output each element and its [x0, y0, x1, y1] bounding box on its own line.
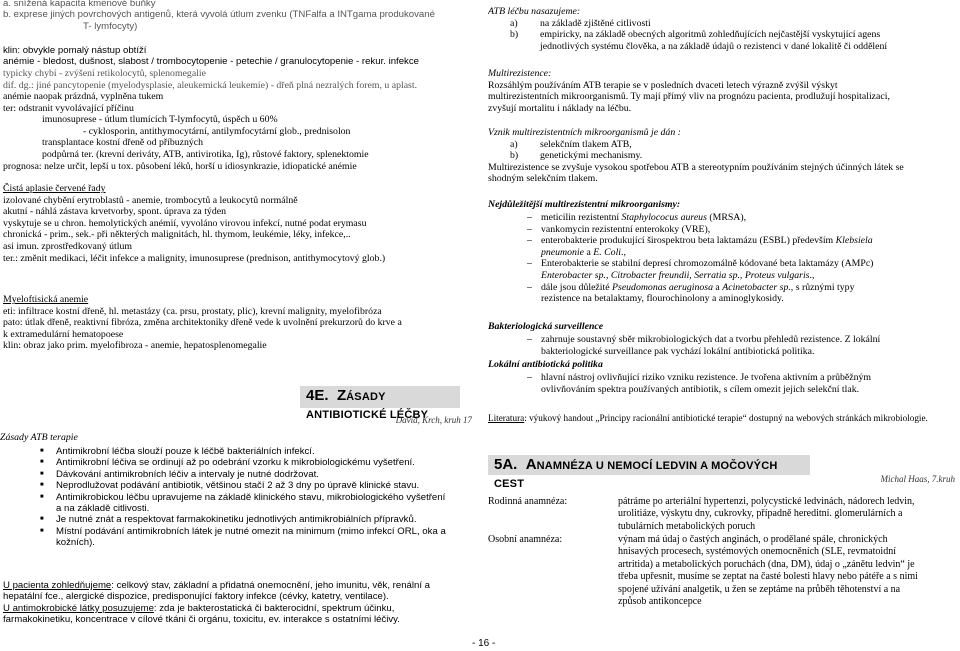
text-line: imunosuprese - útlum tlumících T-lymfocytů, úspěch u 60%	[42, 114, 278, 126]
text-line: typicky chybí - zvýšení retikolocytů, splenomegalie	[3, 68, 206, 79]
text-line: vyskytuje se u chron. hemolytických anémií, vyvoláno virovou infekcí, nutné podat erymasu	[3, 217, 367, 229]
bullet-item-cont: a na základě citlivosti.	[56, 503, 150, 515]
text-line: jednotlivých systému člověka, a na základě údajů o rezistenci v dané lokalitě či oddělení	[540, 40, 888, 52]
text-line: pátráme po arteriální hypertenzi, polycystické ledvinách, nádorech ledvin,	[618, 496, 915, 507]
bullet-item-cont: kožních).	[56, 537, 95, 549]
bullet-item: – Enterobakterie se stabilní depresí chromozomálně kódované beta laktamázy (AMPc)	[485, 258, 957, 270]
bullet-item: – enterobakterie produkující širospektrou beta laktamázu (ESBL) především Klebsiela	[485, 235, 957, 247]
list-item: b) empiricky, na základě obecných algoritmů zohledňujících nejčastější vyskytující agens	[510, 29, 881, 41]
text-line: urolitiáze, výskytu dny, cukrovky, případně hereditní. glomerulárních a	[618, 508, 903, 520]
text-line: farmakokinetiku, koncentrace v cílové tkáni či orgánu, toxicitu, ev. interakce s ostatními léčivy.	[3, 614, 400, 626]
bullet-item: ■ Antimikrobní léčiva se ordinují až po odebrání vzorku k mikrobiologickému vyšetření.	[0, 457, 472, 468]
bullet-item: ■ Dávkování antimikrobních léčiv a intervaly je nutné dodržovat.	[0, 469, 472, 480]
text-line: spojené užívání analgetik, u žen se zeptáme na průběh těhotenství a na	[618, 583, 901, 595]
text-line: třeba upřesnit, musíme se zeptat na časté bolesti hlavy nebo pátéře a s nimi	[618, 571, 918, 583]
bullet-item: ■ Místní podávání antimikrobních látek je nutné omezit na minimum (mimo infekcí ORL, oka a	[0, 526, 472, 537]
text-line: hepatální fce., alergické dispozice, predisponující faktory infekce (cévky, katetry, ventilace).	[3, 591, 389, 603]
text-line: ter: odstranit vyvolávající příčinu	[3, 102, 134, 114]
bullet-item: – meticilin rezistentní Staphylococus aureus (MRSA),	[485, 212, 957, 224]
section-title: Myeloftisická anemie	[3, 294, 89, 305]
text-line: Multirezistence se zvyšuje vysokou spotřebou ATB a stereotypním používáním stejných účinných látek se	[488, 161, 904, 173]
text-line: Rozsáhlým používáním ATB terapie se v posledních dvaceti letech výrazně zvýšil výskyt	[488, 79, 838, 91]
bullet-item-cont: bakteriologické surveillance pak vychází lokální antibiotická politika.	[541, 345, 815, 357]
list-item-b-cont: T- lymfocyty)	[83, 20, 138, 32]
bullet-item: – vankomycin rezistentní enterokoky (VRE),	[485, 224, 957, 236]
chapter-title: NAMNÉZA U NEMOCÍ LEDVIN A MOČOVÝCH CEST	[494, 460, 778, 490]
list-item: a) selekčním tlakem ATB,	[510, 138, 632, 150]
bullet-item: ■ Antimikrobní léčba slouží pouze k léčbě bakteriálních infekcí.	[0, 446, 472, 457]
text-line: transplantace kostní dřeně od příbuzných	[42, 137, 204, 149]
page-number: - 16 -	[472, 638, 496, 649]
author-note: Michal Haas, 7.kruh	[880, 474, 955, 484]
bullet-item: – hlavní nástroj ovlivňující riziko vzniku rezistence. Je tvořena aktivním a průběžným	[485, 372, 957, 384]
text-line: asi imun. zprostředkovaný útlum	[3, 240, 132, 252]
text-line: - cyklosporin, antithymocytární, antilymfocytární glob., prednisolon	[83, 125, 351, 137]
text-line: tubulárních metabolických poruch	[618, 520, 756, 532]
text-line: k extramedulární hematopoese	[3, 328, 124, 340]
section-title: Vznik multirezistentních mikroorganismů je dán :	[488, 127, 681, 138]
paragraph-patient: U pacienta zohledňujeme: celkový stav, základní a přidatná onemocnění, jeho imunitu, věk, renální a	[3, 580, 431, 591]
text-line: shodným selekčním tlakem.	[488, 173, 598, 185]
text-line: hnisavých procesech, systémových onemocněních (SLE, revmatoidní	[618, 546, 896, 558]
chapter-number: 4E.	[306, 387, 329, 404]
paragraph-substance: U antimokrobické látky posuzujeme: zda je bakterostatická či bakterocidní, spektrum účinku,	[3, 602, 395, 614]
bullet-item-cont: ovlivňováním spektra používaných antibiotik, s cílem omezit jejich selekční tlak.	[541, 383, 860, 395]
chapter-title-initial: Z	[336, 387, 347, 404]
section-title: Nejdůležitější multirezistentní mikroorganismy:	[488, 199, 681, 210]
list-item: b) genetickými mechanismy.	[510, 150, 643, 162]
text-line: dif. dg.: jiné pancytopenie (myelodysplasie, aleukemická leukemie) - dřeň plná nezralých forem, u aplast.	[3, 79, 418, 91]
bullet-item: – zahrnuje soustavný sběr mikrobiologických dat a tvorbu přehledů rezistence. Z lokální	[485, 334, 957, 346]
text-line: výnam má údaj o častých anginách, o prodělané spále, chronických	[618, 534, 888, 545]
text-line: prognosa: nelze určit, lepší u tox. působení léků, horší u idiosynkrazie, idiopatické anémie	[3, 160, 357, 172]
text-line: anémie - bledost, dušnost, slabost / trombocytopenie - petechie / granulocytopenie - rekur. infekce	[3, 56, 419, 68]
text-line: multirezistentních mikroorganismů. Ty mají přímý vliv na prognózu pacienta, prodlužují hospitalizaci,	[488, 91, 890, 103]
bullet-item-cont: pneumonie a E. Coli.,	[541, 246, 626, 258]
text-line: izolované chybění erytroblastů - anemie, trombocytů a leukocytů normálně	[3, 194, 298, 206]
section-title: Lokální antibiotická politika	[488, 359, 603, 370]
text-line: anémie naopak prázdná, vyplněna tukem	[3, 91, 164, 102]
author-note: David, Krch, kruh 17	[395, 415, 472, 425]
text-line: klin: obvykle pomalý nástup obtíží	[3, 45, 147, 56]
bullet-item-cont: Enterobacter sp., Citrobacter freundii, Serratia sp., Proteus vulgaris.,	[541, 269, 815, 281]
text-line: pato: útlak dřeně, reaktivní fibróza, změna architektoniky dřeně vede k uvolnění prekurzorů do krve a	[3, 317, 402, 329]
text-line: akutní - náhlá zástava krvetvorby, spont. úprava za týden	[3, 206, 226, 218]
text-line: eti: infiltrace kostní dřeně, hl. metastázy (ca. prsu, prostaty, plic), krevní malignity, myelofibróza	[3, 305, 382, 317]
text-line: artritida) a metabolických poruchách (dna, DM), údaj o „zánětu ledvin“ je	[618, 558, 915, 570]
chapter-title: ÁSADY ANTIBIOTICKÉ LÉČBY	[306, 391, 429, 421]
text-line: podpůrná ter. (krevní deriváty, ATB, antivirotika, Ig), růstové faktory, splenektomie	[42, 148, 369, 160]
bullet-item: – dále jsou důležité Pseudomonas aeruginosa a Acinetobacter sp., s různými typy	[485, 282, 957, 294]
bullet-item-cont: rezistence na betalaktamy, flourochinolony a aminoglykosidy.	[541, 293, 784, 305]
chapter-title-initial: A	[525, 456, 537, 473]
section-title: Multirezistence:	[488, 68, 552, 79]
personal-history-label: Osobní anamnéza:	[488, 534, 563, 545]
text-line: způsob antikoncepce	[618, 596, 702, 608]
text-line: ter.: změnit medikaci, léčit infekce a malignity, imunosuprese (prednison, antithymocytový glob.)	[3, 252, 386, 264]
bullet-item: ■ Antimikrobickou léčbu upravujeme na základě klinického stavu, mikrobiologického vyšetření	[0, 492, 472, 503]
chapter-heading	[488, 455, 810, 490]
bullet-item: ■ Je nutné znát a respektovat farmakokinetiku jednotlivých antimikrobiálních přípravků.	[0, 514, 472, 525]
text-line: zvyšují mortalitu i náklady na léčbu.	[488, 102, 632, 114]
text-line: chronická - prim., sek.- při některých malignitách, hl. thymom, leukémie, léky, infekce,..	[3, 229, 351, 241]
family-history-label: Rodinná anamnéza:	[488, 496, 568, 507]
section-title: Čistá aplasie červené řady	[3, 183, 106, 194]
section-title: Zásady ATB terapie	[0, 432, 78, 443]
section-title: ATB léčbu nasazujeme:	[488, 6, 581, 17]
literature-note: Literatura: výukový handout „Principy racionální antibiotické terapie“ dostupný na webových stránkách mikrobiologie.	[488, 413, 928, 423]
text-line: klin: obraz jako prim. myelofibroza - anemie, hepatosplenomegalie	[3, 340, 267, 352]
list-item-a: a. snížená kapacita kmenové buňky	[3, 0, 156, 9]
list-item-b: b. exprese jiných povrchových antigenů, která vyvolá útlum zvenku (TNFalfa a INTgama produkované	[3, 9, 435, 21]
bullet-item: ■ Neprodlužovat podávání antibiotik, většinou stačí 2 až 3 dny po úpravě klinické stavu.	[0, 480, 472, 491]
chapter-number: 5A.	[494, 456, 518, 473]
section-title: Bakteriologická surveillence	[488, 321, 604, 332]
list-item: a) na základě zjištěné citlivosti	[510, 17, 651, 29]
